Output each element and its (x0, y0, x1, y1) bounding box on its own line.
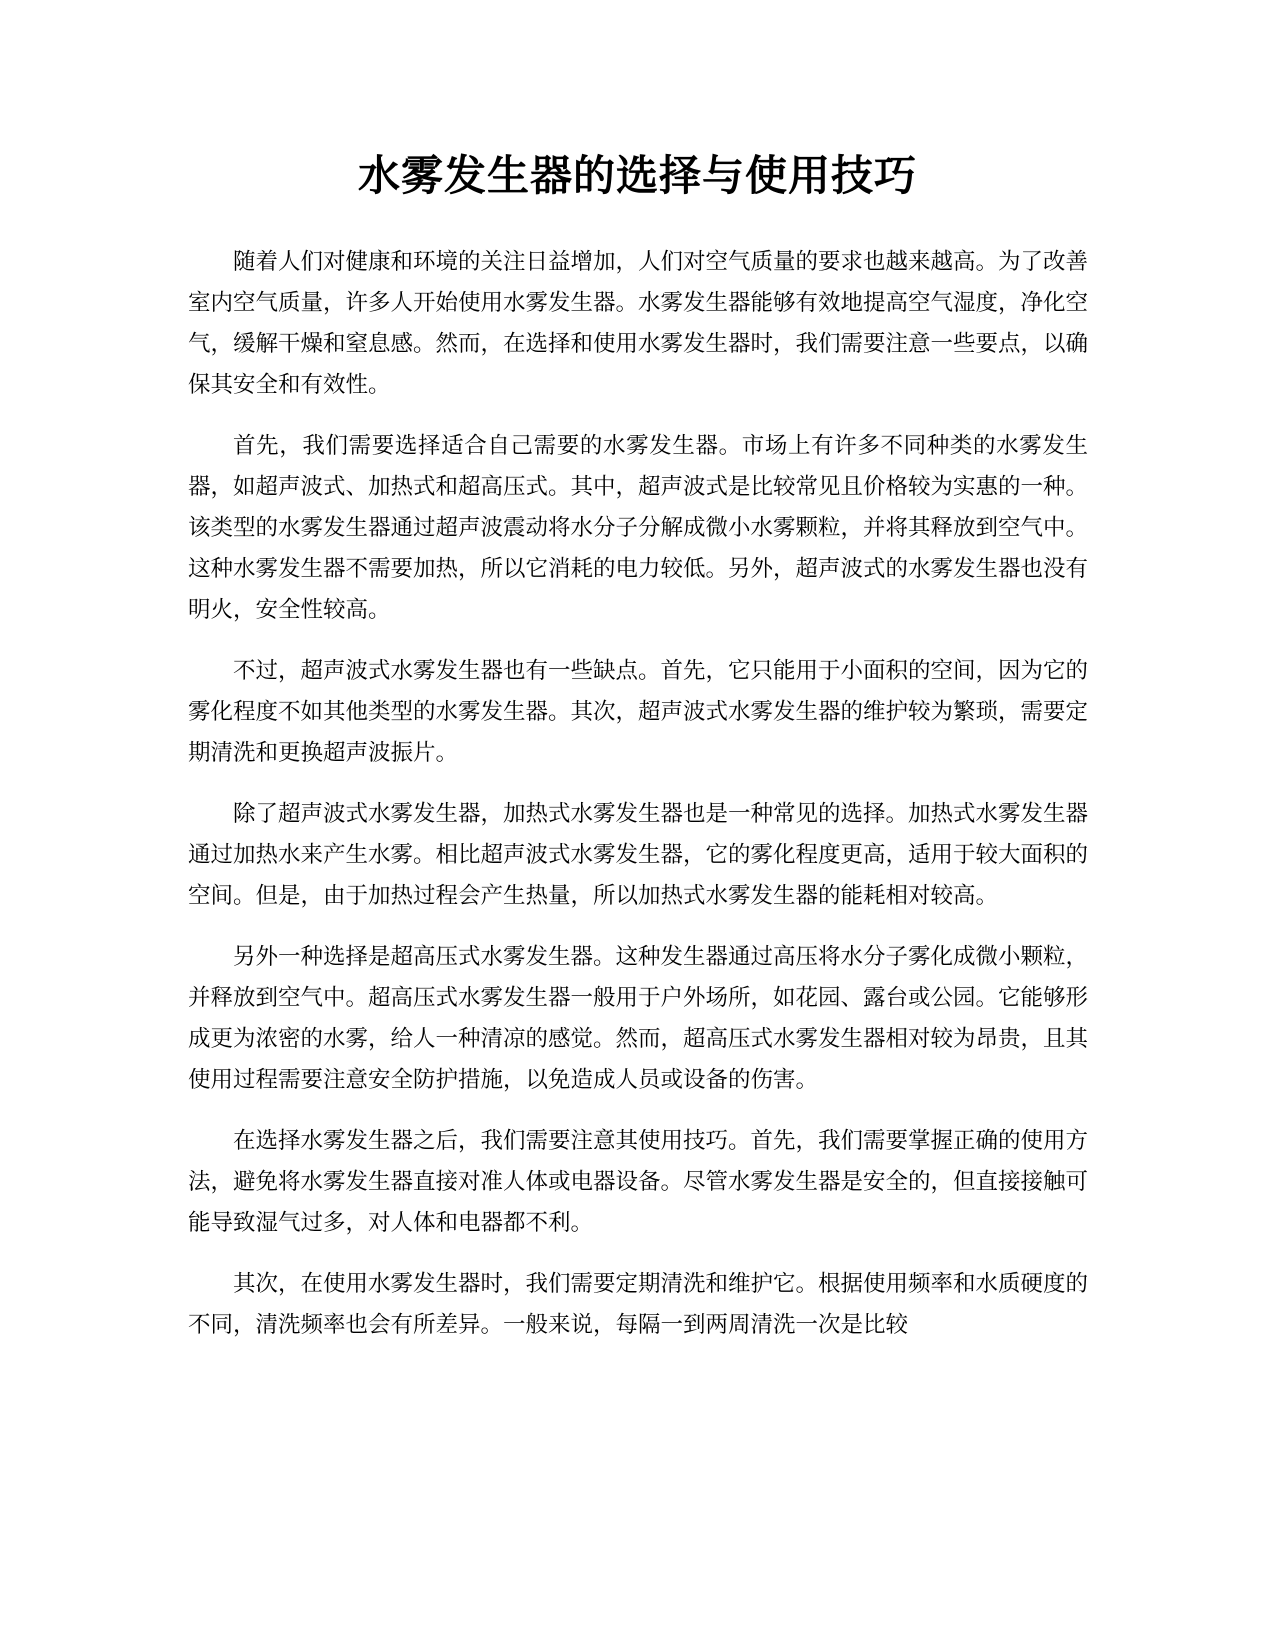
document-title: 水雾发生器的选择与使用技巧 (357, 151, 917, 200)
paragraph-cleaning: 其次，在使用水雾发生器时，我们需要定期清洗和维护它。根据使用频率和水质硬度的不同，清洗频率也会有所差异。一般来说，每隔一到两周清洗一次是比较 (188, 1271, 1089, 1338)
paragraph-heating-type: 除了超声波式水雾发生器，加热式水雾发生器也是一种常见的选择。加热式水雾发生器通过加热水来产生水雾。相比超声波式水雾发生器，它的雾化程度更高，适用于较大面积的空间。但是，由于加热过程会产生热量，所以加热式水雾发生器的能耗相对较高。 (188, 801, 1089, 909)
paragraph-high-pressure-type: 另外一种选择是超高压式水雾发生器。这种发生器通过高压将水分子雾化成微小颗粒，并释放到空气中。超高压式水雾发生器一般用于户外场所，如花园、露台或公园。它能够形成更为浓密的水雾，给人一种清凉的感觉。然而，超高压式水雾发生器相对较为昂贵，且其使用过程需要注意安全防护措施，以免造成人员或设备的伤害。 (188, 944, 1089, 1093)
paragraph-intro: 随着人们对健康和环境的关注日益增加，人们对空气质量的要求也越来越高。为了改善室内空气质量，许多人开始使用水雾发生器。水雾发生器能够有效地提高空气湿度，净化空气，缓解干燥和窒息感。然而，在选择和使用水雾发生器时，我们需要注意一些要点，以确保其安全和有效性。 (188, 249, 1089, 398)
paragraph-choose-type: 首先，我们需要选择适合自己需要的水雾发生器。市场上有许多不同种类的水雾发生器，如超声波式、加热式和超高压式。其中，超声波式是比较常见且价格较为实惠的一种。该类型的水雾发生器通过超声波震动将水分子分解成微小水雾颗粒，并将其释放到空气中。这种水雾发生器不需要加热，所以它消耗的电力较低。另外，超声波式的水雾发生器也没有明火，安全性较高。 (188, 433, 1089, 623)
paragraph-usage-tips: 在选择水雾发生器之后，我们需要注意其使用技巧。首先，我们需要掌握正确的使用方法，避免将水雾发生器直接对准人体或电器设备。尽管水雾发生器是安全的，但直接接触可能导致湿气过多，对人体和电器都不利。 (188, 1128, 1089, 1236)
paragraph-ultrasonic-drawbacks: 不过，超声波式水雾发生器也有一些缺点。首先，它只能用于小面积的空间，因为它的雾化程度不如其他类型的水雾发生器。其次，超声波式水雾发生器的维护较为繁琐，需要定期清洗和更换超声波振片。 (188, 658, 1089, 766)
document-body (188, 242, 1088, 1366)
